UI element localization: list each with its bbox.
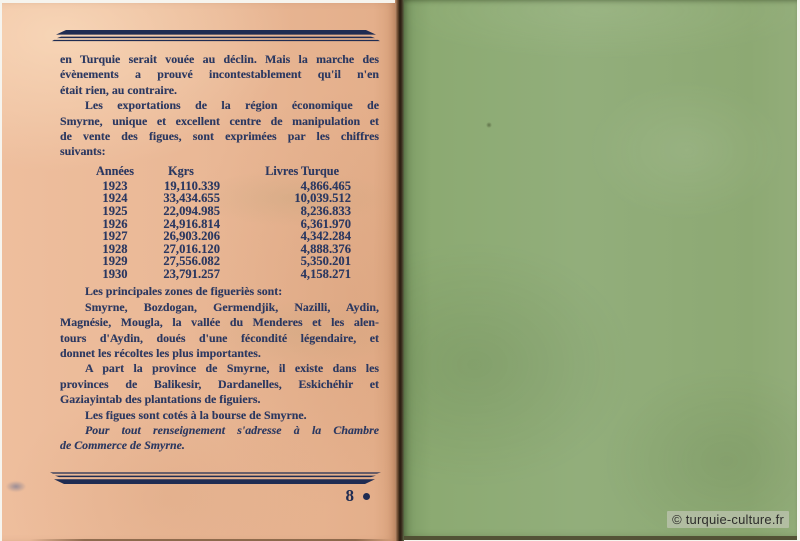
export-table <box>76 164 351 281</box>
tapered-rule-graphic <box>52 30 380 44</box>
ink-smudge <box>6 481 26 492</box>
table-cell: 10,039.512 <box>294 191 351 206</box>
text-line: de vente des figues, sont exprimées par les chiffres <box>60 128 379 143</box>
left-page <box>2 3 397 541</box>
table-cell: 4,866.465 <box>300 178 351 193</box>
text-line: provinces de Balikesir, Dardanelles, Eskichéhir et <box>60 376 379 391</box>
text-line: Les principales zones de figueriès sont: <box>85 284 283 299</box>
bottom-decorative-rule <box>50 471 381 485</box>
paragraphs-top <box>60 52 379 160</box>
table-row <box>76 255 351 268</box>
table-cell: 4,888.376 <box>300 241 351 256</box>
table-cell: 5,350.201 <box>300 254 351 269</box>
table-header-cell: Livres Turque <box>265 163 339 178</box>
paragraph <box>60 408 379 423</box>
table-cell: 27,556.082 <box>163 254 220 269</box>
table-header-cell: Kgrs <box>168 163 194 178</box>
page-number-value: 8 <box>345 486 354 505</box>
text-line: en Turquie serait vouée au déclin. Mais la marche des <box>60 52 379 66</box>
text-line: Magnésie, Mougla, la vallée du Menderes et les alen- <box>60 315 379 330</box>
table-cell: 26,903.206 <box>163 229 220 244</box>
top-decorative-rule <box>52 30 380 44</box>
paragraph <box>60 423 379 454</box>
table-cell: 1928 <box>102 241 128 256</box>
text-line: donnet les récoltes les plus importantes. <box>60 346 261 361</box>
paragraph <box>60 284 379 299</box>
table-cell: 1929 <box>102 254 128 269</box>
text-block <box>60 52 379 454</box>
text-line: de Commerce de Smyrne. <box>60 438 185 453</box>
table-cell: 19,110.339 <box>164 178 220 193</box>
text-line: était rien, au contraire. <box>60 82 178 97</box>
text-line: suivants: <box>60 144 106 159</box>
table-cell: 27,016.120 <box>163 241 220 256</box>
text-line: Smyrne, Bozdogan, Germendjik, Nazilli, Aydin, <box>85 299 379 314</box>
paragraphs-bottom <box>60 284 379 453</box>
table-cell: 1927 <box>102 229 128 244</box>
table-row <box>76 268 351 281</box>
table-cell: 24,916.814 <box>163 216 220 231</box>
table-cell: 1926 <box>102 216 128 231</box>
table-cell: 22,094.985 <box>163 203 220 218</box>
paragraph <box>60 300 379 362</box>
page-number <box>302 486 382 506</box>
text-line: Les figues sont cotés à la bourse de Smyrne. <box>85 407 307 422</box>
green-cover-page <box>404 0 797 540</box>
table-cell: 1923 <box>102 178 128 193</box>
text-line: Les exportations de la région économique de <box>85 98 379 113</box>
text-line: évènements a prouvé incontestablement qu'il n'en <box>60 67 379 82</box>
table-cell: 1930 <box>102 266 128 281</box>
table-cell: 4,342.284 <box>300 229 351 244</box>
tapered-rule-graphic <box>50 471 381 485</box>
paragraph <box>60 52 379 98</box>
table-cell: 1924 <box>102 191 128 206</box>
table-cell: 6,361.970 <box>300 216 351 231</box>
table-cell: 33,434.655 <box>163 191 220 206</box>
text-line: Smyrne, unique et excellent centre de manipulation et <box>60 113 379 128</box>
table-header-row <box>76 164 351 178</box>
table-cell: 23,791.257 <box>163 266 220 281</box>
text-line: A part la province de Smyrne, il existe dans les <box>85 361 379 376</box>
page-number-dot-icon <box>363 493 370 500</box>
paragraph <box>60 361 379 407</box>
page-seam <box>395 0 404 541</box>
paragraph <box>60 98 379 160</box>
text-line: Gaziayintab des plantations de figuiers. <box>60 392 261 407</box>
table-row <box>76 205 351 218</box>
watermark: © turquie-culture.fr <box>667 511 789 528</box>
table-header-cell: Années <box>96 163 134 178</box>
table-cell: 8,236.833 <box>300 203 351 218</box>
table-cell: 4,158.271 <box>300 266 351 281</box>
table-row <box>76 230 351 243</box>
text-line: tours d'Aydin, doués d'une fécondité légendaire, et <box>60 330 379 345</box>
text-line: Pour tout renseignement s'adresse à la Chambre <box>85 423 379 437</box>
table-cell: 1925 <box>102 203 128 218</box>
